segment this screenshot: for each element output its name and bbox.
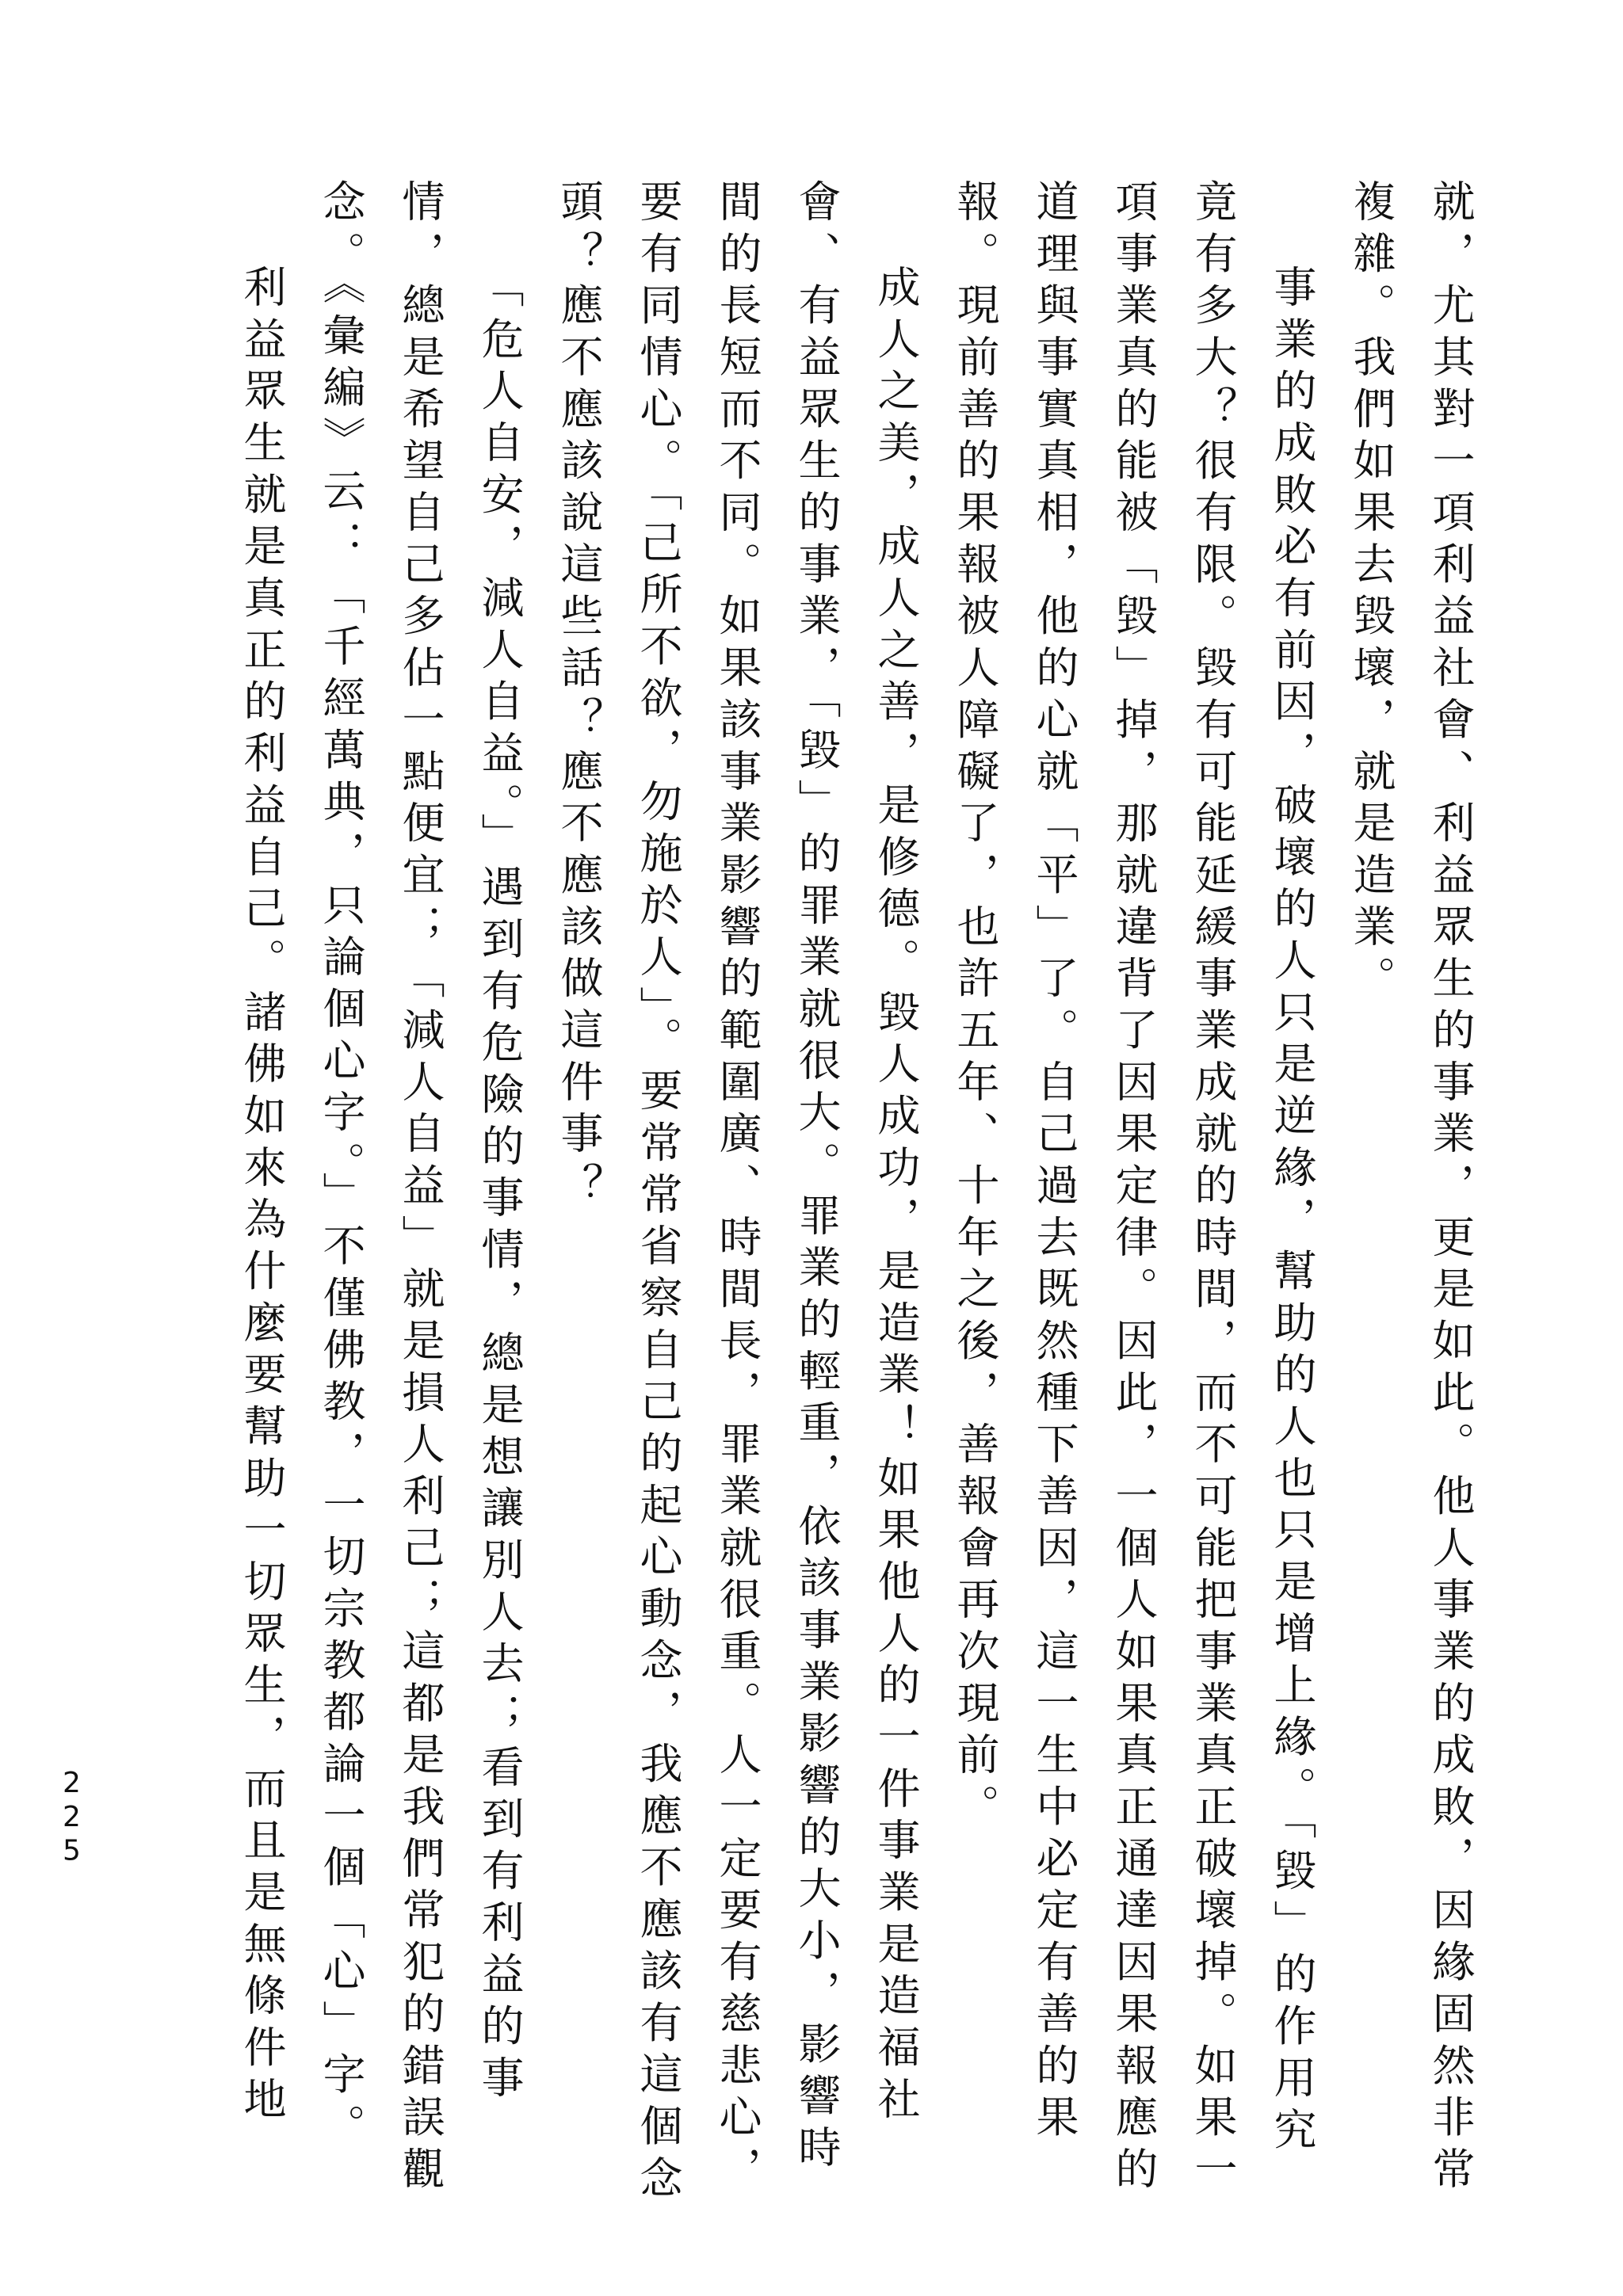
paragraph-heart: 「危人自安，減人自益。」遇到有危險的事情，總是想讓別人去；看到有利益的事情，總是希望自己多佔一點便宜；「減人自益」就是損人利己；這都是我們常犯的錯誤觀念。《彙編》云：「千經萬典，只論個心字。」不僅佛教，一切宗教都論一個「心」字。 [316,179,525,2199]
paragraph-virtue: 成人之美，成人之善，是修德。毀人成功，是造業！如果他人的一件事業是造福社會、有益眾生的事業，「毀」的罪業就很大。罪業的輕重，依該事業影響的大小，影響時間的長短而不同。如果該事業影響的範圍廣、時間長，罪業就很重。人一定要有慈悲心，要有同情心。「己所不欲，勿施於人」。要常常省察自己的起心動念，我應不應該有這個念頭？應不應該說這些話？應不應該做這件事？ [554,179,921,2207]
body-text [16,179,1490,2207]
paragraph-cause-and-effect: 事業的成敗必有前因，破壞的人只是逆緣，幫助的人也只是增上緣。「毀」的作用究竟有多大？很有限。毀有可能延緩事業成就的時間，而不可能把事業真正破壞掉。如果一項事業真的能被「毀」掉，那就違背了因果定律。因此，一個人如果真正通達因果報應的道理與事實真相，他的心就「平」了。自己過去既然種下善因，這一生中必定有善的果報。現前善的果報被人障礙了，也許五年、十年之後，善報會再次現前。 [950,179,1317,2199]
page-number: 225 [55,1767,88,1869]
paragraph-continuation: 就，尤其對一項利益社會、利益眾生的事業，更是如此。他人事業的成敗，因緣固然非常複雜。我們如果去毀壞，就是造業。 [1346,179,1476,2199]
paragraph-benefit-beings: 利益眾生就是真正的利益自己。諸佛如來為什麼要幫助一切眾生，而且是無條件地 [237,265,287,2129]
